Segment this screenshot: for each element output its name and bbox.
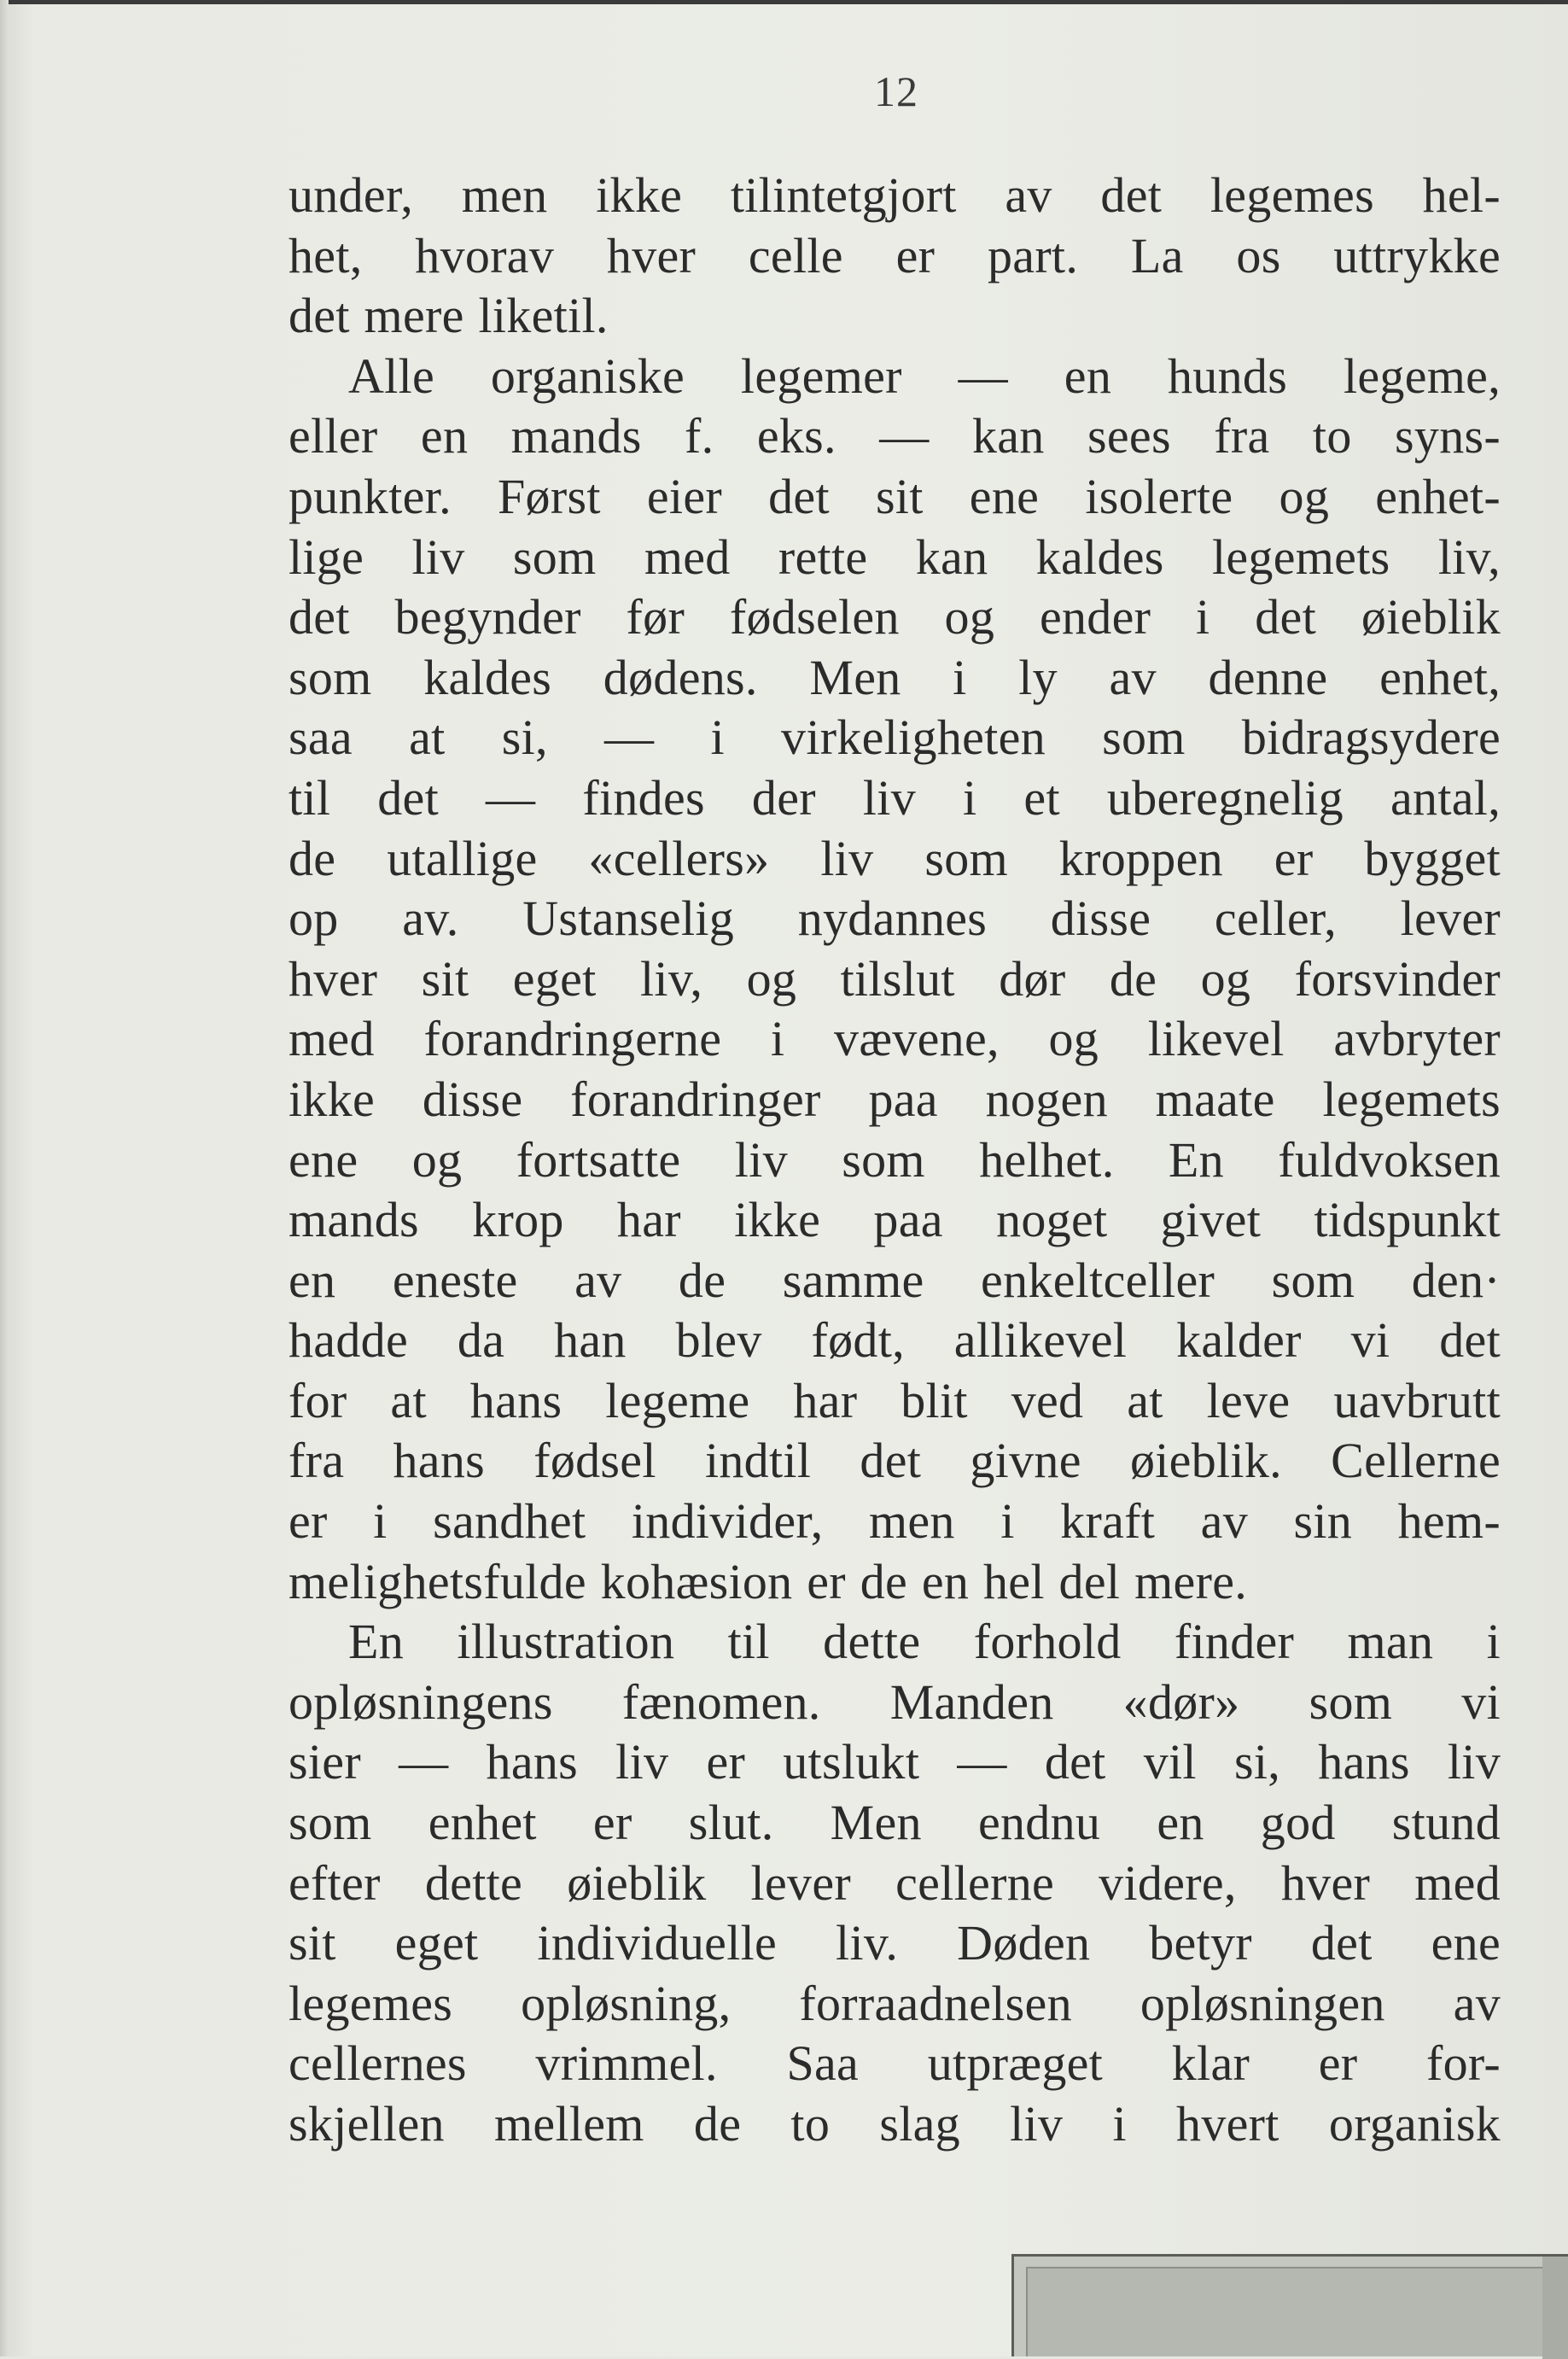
text-line-25: En illustration til dette forhold finder man i: [348, 1614, 1501, 1670]
text-line-17: ene og fortsatte liv som helhet. En fuldvoksen: [289, 1131, 1501, 1188]
text-line-30: sit eget individuelle liv. Døden betyr det ene: [289, 1915, 1501, 1971]
text-line-16: ikke disse forandringer paa nogen maate legemets: [289, 1071, 1501, 1127]
text-line-10: saa at si, — i virkeligheten som bidragsydere: [289, 709, 1501, 766]
text-line-27: sier — hans liv er utslukt — det vil si, hans liv: [289, 1734, 1501, 1790]
scan-top-edge: [0, 0, 1568, 4]
scan-corner-tab-inner: [1026, 2267, 1568, 2356]
text-line-19: en eneste av de samme enkeltceller som den·: [289, 1252, 1501, 1308]
text-line-23: er i sandhet individer, men i kraft av sin hem-: [289, 1493, 1501, 1550]
scan-corner-tab-shadow: [1542, 2257, 1568, 2359]
text-line-22: fra hans fødsel indtil det givne øieblik. Cellerne: [289, 1433, 1501, 1489]
body-text: [289, 166, 1501, 2155]
text-line-26: opløsningens fænomen. Manden «dør» som vi: [289, 1673, 1501, 1730]
text-line-2: het, hvorav hver celle er part. La os uttrykke: [289, 227, 1501, 283]
text-line-7: lige liv som med rette kan kaldes legemets liv,: [289, 528, 1501, 585]
text-line-24: melighetsfulde kohæsion er de en hel del mere.: [289, 1553, 1248, 1609]
text-line-14: hver sit eget liv, og tilslut dør de og forsvinder: [289, 950, 1501, 1007]
text-line-28: som enhet er slut. Men endnu en god stund: [289, 1795, 1501, 1851]
page-gutter-shadow: [0, 0, 9, 2356]
page-number: 12: [874, 67, 918, 115]
text-line-29: efter dette øieblik lever cellerne videre, hver med: [289, 1854, 1501, 1911]
text-line-13: op av. Ustanselig nydannes disse celler, lever: [289, 890, 1501, 947]
text-line-8: det begynder før fødselen og ender i det øieblik: [289, 589, 1501, 645]
text-line-12: de utallige «cellers» liv som kroppen er bygget: [289, 830, 1501, 886]
text-line-20: hadde da han blev født, allikevel kalder vi det: [289, 1312, 1501, 1369]
text-line-4: Alle organiske legemer — en hunds legeme,: [348, 347, 1501, 404]
text-line-31: legemes opløsning, forraadnelsen opløsningen av: [289, 1975, 1501, 2031]
text-line-11: til det — findes der liv i et uberegnelig antal,: [289, 769, 1501, 826]
text-line-3: det mere liketil.: [289, 288, 609, 344]
text-line-18: mands krop har ikke paa noget givet tidspunkt: [289, 1192, 1501, 1248]
text-line-33: skjellen mellem de to slag liv i hvert organisk: [289, 2096, 1501, 2152]
text-line-15: med forandringerne i vævene, og likevel avbryter: [289, 1011, 1501, 1067]
text-line-21: for at hans legeme har blit ved at leve uavbrutt: [289, 1372, 1501, 1428]
text-line-5: eller en mands f. eks. — kan sees fra to syns-: [289, 408, 1501, 464]
text-line-32: cellernes vrimmel. Saa utpræget klar er for-: [289, 2035, 1501, 2092]
text-line-9: som kaldes dødens. Men i ly av denne enhet,: [289, 649, 1501, 705]
scan-corner-tab: [1011, 2254, 1568, 2356]
text-line-6: punkter. Først eier det sit ene isolerte og enhet-: [289, 468, 1501, 524]
text-line-1: under, men ikke tilintetgjort av det legemes hel-: [289, 167, 1501, 223]
